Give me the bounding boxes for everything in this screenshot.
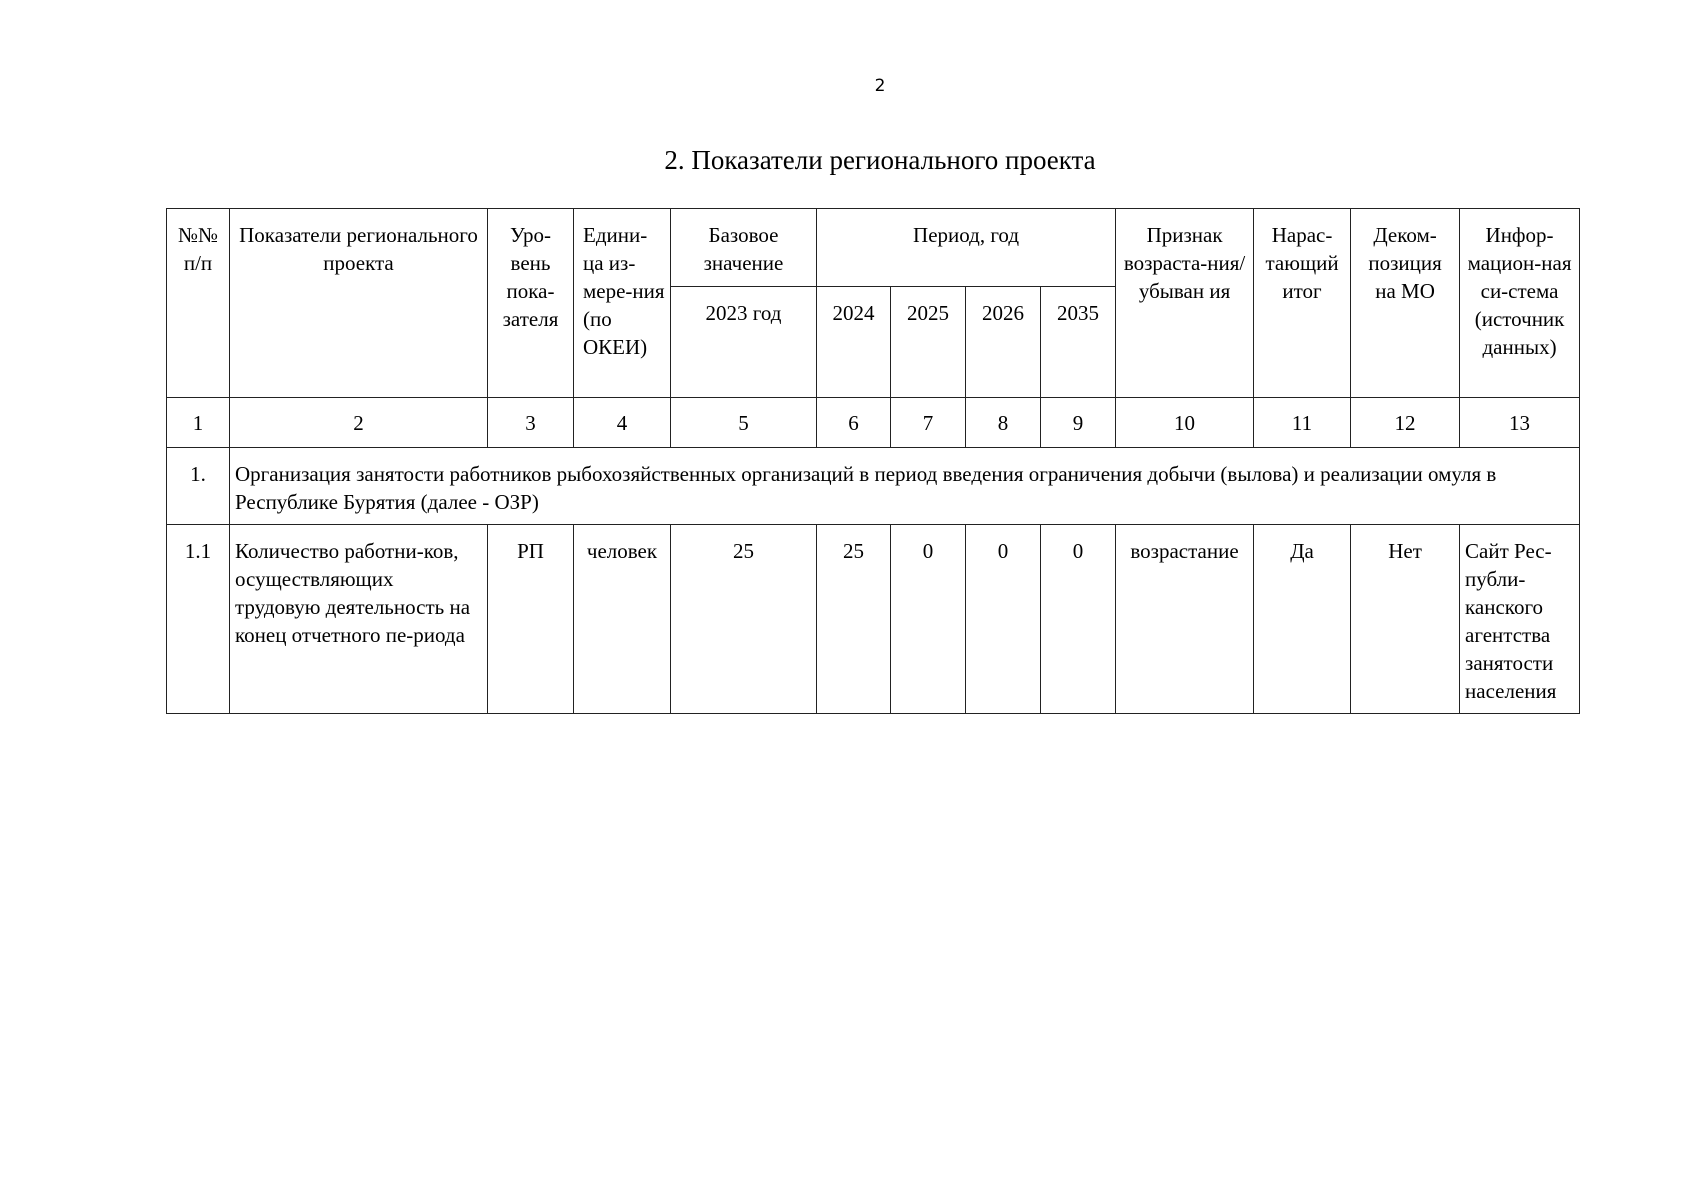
column-number: 10 [1116, 398, 1254, 448]
header-cumulative: Нарас-тающий итог [1254, 209, 1351, 398]
column-number: 3 [488, 398, 574, 448]
column-number: 1 [167, 398, 230, 448]
row-decomposition: Нет [1351, 525, 1460, 714]
column-number: 6 [817, 398, 891, 448]
column-number: 7 [891, 398, 966, 448]
row-level: РП [488, 525, 574, 714]
row-indicator: Количество работни-ков, осуществляющих трудовую деятельность на конец отчетного пе-риода [230, 525, 488, 714]
row-base-value: 25 [671, 525, 817, 714]
column-number: 11 [1254, 398, 1351, 448]
column-number: 9 [1041, 398, 1116, 448]
row-info-system: Сайт Рес-публи-канского агентства занятости населения [1460, 525, 1580, 714]
column-number-row [167, 398, 1580, 448]
header-year-2024: 2024 [817, 287, 891, 398]
header-base-value: Базовое значение [671, 209, 817, 287]
row-trend: возрастание [1116, 525, 1254, 714]
section-title: 2. Показатели регионального проекта [664, 145, 1096, 175]
column-number: 8 [966, 398, 1041, 448]
column-number: 13 [1460, 398, 1580, 448]
header-row-top [167, 209, 1580, 287]
header-level: Уро-вень пока-зателя [488, 209, 574, 398]
header-year-2035: 2035 [1041, 287, 1116, 398]
header-base-year: 2023 год [671, 287, 817, 398]
section-row [167, 448, 1580, 525]
section-number: 1. [167, 448, 230, 525]
header-decomposition: Деком-позиция на МО [1351, 209, 1460, 398]
header-no: №№ п/п [167, 209, 230, 398]
indicators-table [166, 208, 1580, 714]
row-value-2024: 25 [817, 525, 891, 714]
page-number: 2 [874, 76, 886, 96]
row-value-2035: 0 [1041, 525, 1116, 714]
row-number: 1.1 [167, 525, 230, 714]
column-number: 12 [1351, 398, 1460, 448]
header-unit: Едини-ца из-мере-ния (по ОКЕИ) [574, 209, 671, 398]
header-period: Период, год [817, 209, 1116, 287]
row-value-2026: 0 [966, 525, 1041, 714]
header-year-2025: 2025 [891, 287, 966, 398]
column-number: 4 [574, 398, 671, 448]
header-trend: Признак возраста-ния/убыван ия [1116, 209, 1254, 398]
row-value-2025: 0 [891, 525, 966, 714]
header-info-system: Инфор-мацион-ная си-стема (источник данных) [1460, 209, 1580, 398]
header-year-2026: 2026 [966, 287, 1041, 398]
header-indicator: Показатели регионального проекта [230, 209, 488, 398]
table-row [167, 525, 1580, 714]
column-number: 5 [671, 398, 817, 448]
row-cumulative: Да [1254, 525, 1351, 714]
section-text: Организация занятости работников рыбохозяйственных организаций в период введения ограничения добычи (вылова) и реализации омуля в Республике Бурятия (далее - ОЗР) [230, 448, 1580, 525]
column-number: 2 [230, 398, 488, 448]
row-unit: человек [574, 525, 671, 714]
